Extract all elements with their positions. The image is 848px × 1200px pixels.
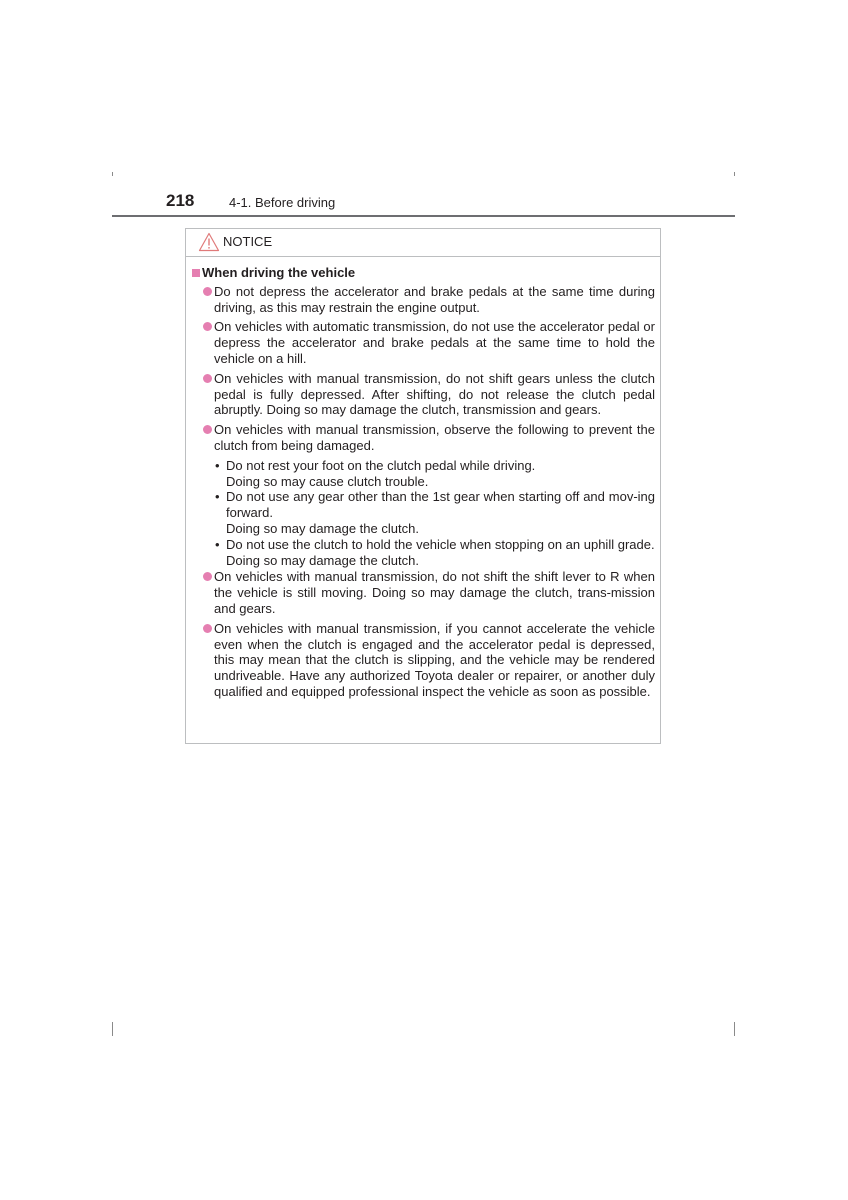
sub-list-item-note: Doing so may cause clutch trouble.: [226, 473, 429, 489]
sub-list-item: [186, 489, 660, 521]
crop-mark-top-right: [734, 172, 735, 176]
sub-list: [186, 458, 660, 569]
pink-square-icon: [192, 269, 200, 277]
notice-heading: [186, 265, 660, 281]
list-item: [186, 422, 660, 454]
sub-list-item-note: Doing so may damage the clutch.: [226, 520, 419, 536]
list-item: [186, 371, 660, 418]
bullet-dot-icon: •: [215, 489, 220, 505]
list-item-text: On vehicles with automatic transmission, do not use the accelerator pedal or depress the accelerator and brake pedals at the same time to hold the vehicle on a hill.: [214, 319, 655, 366]
list-item-text: On vehicles with manual transmission, do not shift gears unless the clutch pedal is fully depressed. After shifting, do not release the clutch pedal abruptly. Doing so may damage the clutch, transmission and gears.: [214, 370, 655, 418]
pink-circle-icon: [203, 287, 212, 296]
list-item-text: On vehicles with manual transmission, observe the following to prevent the clutch from being damaged.: [214, 422, 655, 453]
list-item: [186, 319, 660, 366]
pink-circle-icon: [203, 624, 212, 633]
notice-heading-text: When driving the vehicle: [202, 265, 356, 280]
section-title: 4-1. Before driving: [229, 195, 336, 210]
sub-list-item-text: Do not use any gear other than the 1st gear when starting off and mov-ing forward.: [226, 489, 655, 521]
notice-box: [185, 228, 661, 744]
pink-circle-icon: [203, 425, 212, 434]
sub-list-item-note: Doing so may damage the clutch.: [226, 552, 419, 568]
crop-mark-top-left: [112, 172, 113, 176]
notice-label: NOTICE: [223, 234, 273, 249]
sub-list-item: [186, 458, 660, 474]
sub-list-item-text: Do not rest your foot on the clutch pedal while driving.: [226, 457, 536, 473]
page-header: [112, 188, 735, 216]
pink-circle-icon: [203, 374, 212, 383]
bullet-dot-icon: •: [215, 457, 220, 473]
notice-header: [186, 229, 660, 257]
list-item-text: Do not depress the accelerator and brake pedals at the same time during driving, as this may restrain the engine output.: [214, 283, 655, 315]
list-item: [186, 621, 660, 700]
header-rule: [112, 215, 735, 217]
pink-circle-icon: [203, 572, 212, 581]
crop-mark-bottom-right: [734, 1022, 735, 1036]
warning-triangle-icon: [198, 232, 220, 252]
crop-mark-bottom-left: [112, 1022, 113, 1036]
pink-circle-icon: [203, 322, 212, 331]
bullet-dot-icon: •: [215, 536, 220, 552]
list-item-text: On vehicles with manual transmission, do not shift the shift lever to R when the vehicle is still moving. Doing so may damage the clutch, trans-mission and gears.: [214, 569, 655, 616]
list-item-text: On vehicles with manual transmission, if you cannot accelerate the vehicle even when the clutch is engaged and the accelerator pedal is depressed, this may mean that the clutch is slipping, and the vehicle may be rendered undriveable. Have any authorized Toyota dealer or repairer, or another duly qualified and equipped professional inspect the vehicle as soon as possible.: [214, 620, 655, 699]
sub-list-item-text: Do not use the clutch to hold the vehicle when stopping on an uphill grade.: [226, 536, 655, 552]
notice-body: [186, 265, 660, 704]
list-item: [186, 284, 660, 316]
sub-list-item: [186, 537, 660, 553]
list-item: [186, 569, 660, 616]
page-number: 218: [166, 191, 195, 210]
